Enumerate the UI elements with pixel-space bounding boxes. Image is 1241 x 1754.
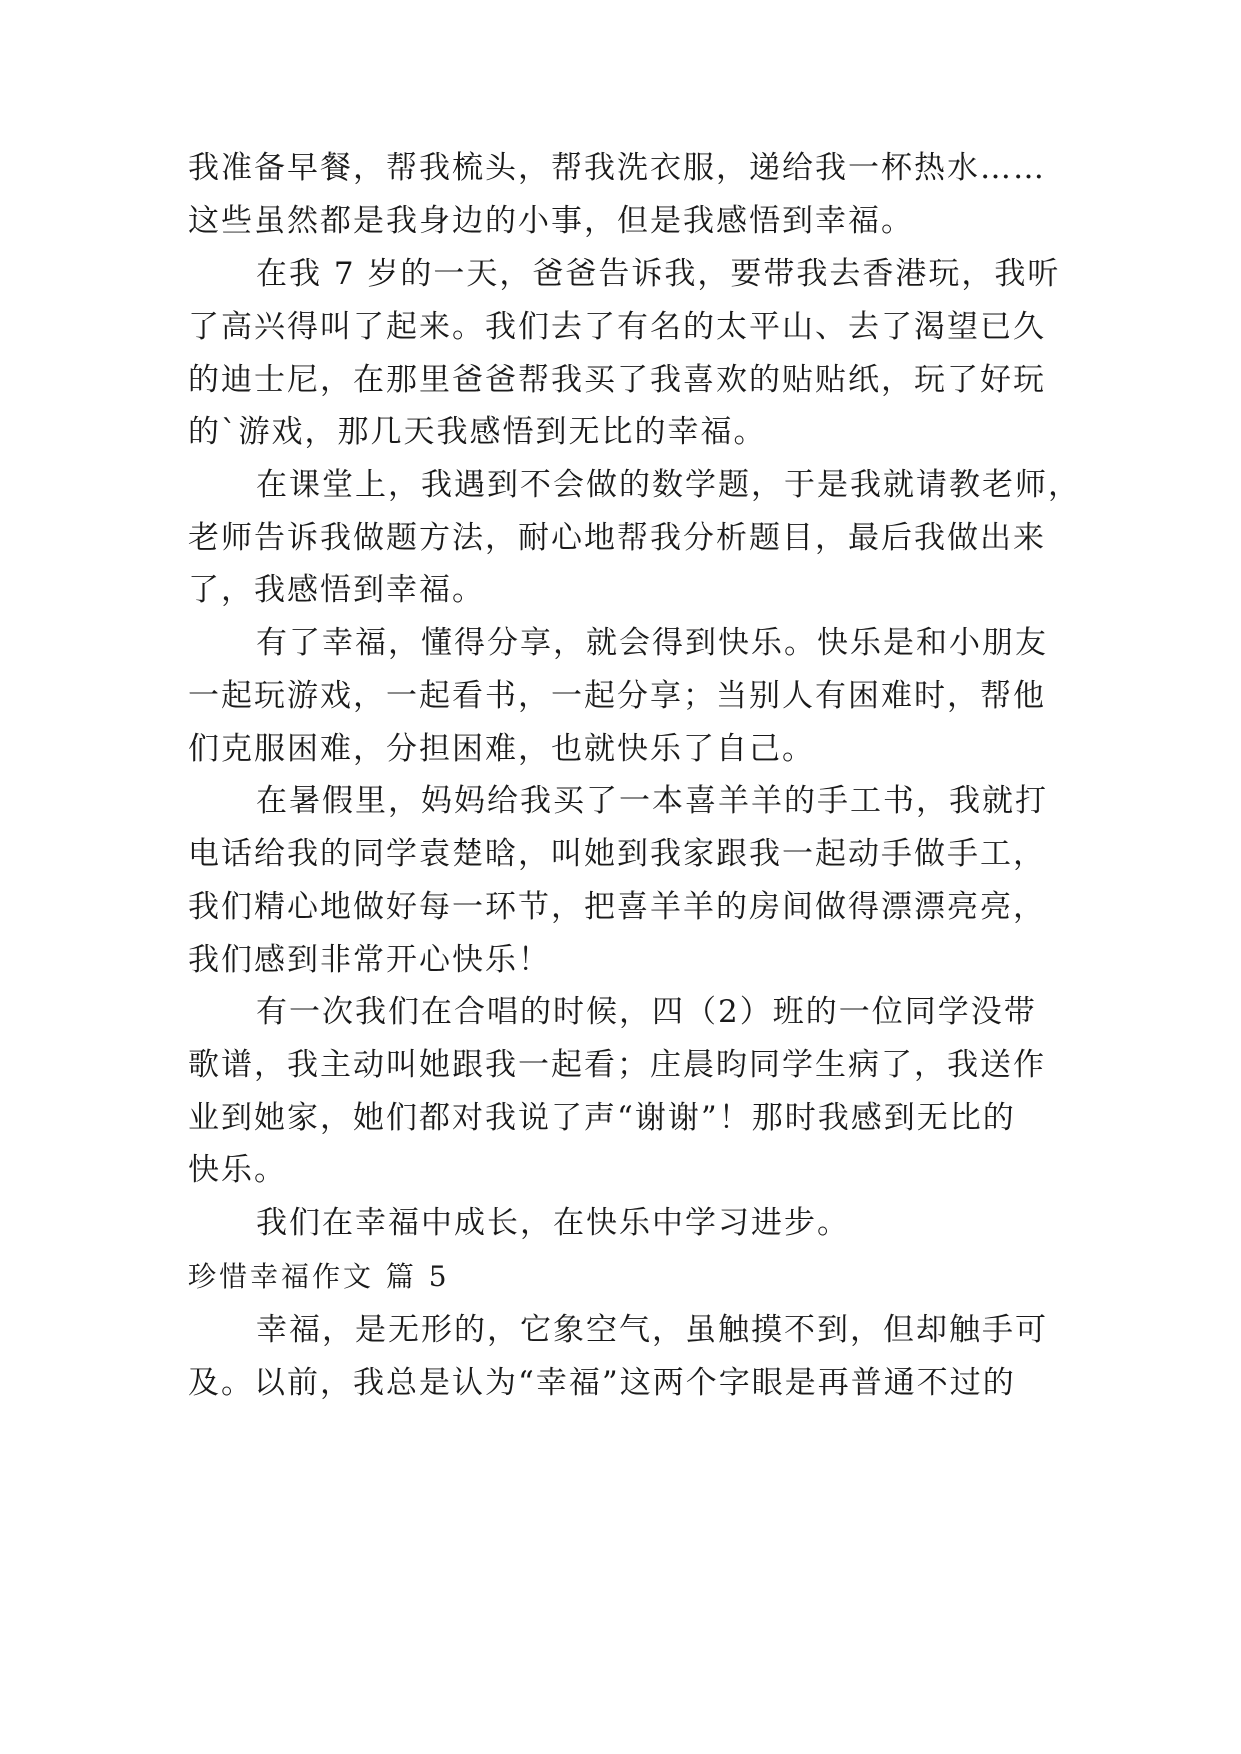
text-line: 及。以前，我总是认为“幸福”这两个字眼是再普通不过的 xyxy=(188,1365,1016,1401)
text-line: 老师告诉我做题方法，耐心地帮我分析题目，最后我做出来 xyxy=(188,520,1046,556)
section-heading: 珍惜幸福作文 篇 5 xyxy=(188,1260,450,1293)
paragraph-start: 在课堂上，我遇到不会做的数学题，于是我就请教老师， xyxy=(256,467,1081,503)
paragraph-start: 有一次我们在合唱的时候，四（2）班的一位同学没带 xyxy=(256,994,1037,1030)
text-line: 我们精心地做好每一环节，把喜羊羊的房间做得漂漂亮亮， xyxy=(188,889,1046,925)
text-line: 的`游戏，那几天我感悟到无比的幸福。 xyxy=(188,414,767,450)
paragraph-start: 有了幸福，懂得分享，就会得到快乐。快乐是和小朋友 xyxy=(256,625,1048,661)
text-line: 了，我感悟到幸福。 xyxy=(188,572,485,608)
text-line: 这些虽然都是我身边的小事，但是我感悟到幸福。 xyxy=(188,203,914,239)
text-line: 的迪士尼，在那里爸爸帮我买了我喜欢的贴贴纸，玩了好玩 xyxy=(188,362,1046,398)
text-line: 我准备早餐，帮我梳头，帮我洗衣服，递给我一杯热水…… xyxy=(188,150,1046,186)
text-line: 了高兴得叫了起来。我们去了有名的太平山、去了渴望已久 xyxy=(188,309,1046,345)
text-line: 歌谱，我主动叫她跟我一起看；庄晨昀同学生病了，我送作 xyxy=(188,1047,1046,1083)
paragraph-start: 在暑假里，妈妈给我买了一本喜羊羊的手工书，我就打 xyxy=(256,783,1048,819)
text-line: 电话给我的同学袁楚晗，叫她到我家跟我一起动手做手工， xyxy=(188,836,1046,872)
paragraph-start: 在我 7 岁的一天，爸爸告诉我，要带我去香港玩，我听 xyxy=(256,256,1061,292)
text-line: 们克服困难，分担困难，也就快乐了自己。 xyxy=(188,731,815,767)
text-line: 一起玩游戏，一起看书，一起分享；当别人有困难时，帮他 xyxy=(188,678,1046,714)
text-line: 我们感到非常开心快乐！ xyxy=(188,942,551,978)
text-line: 快乐。 xyxy=(188,1152,287,1188)
paragraph-start: 我们在幸福中成长，在快乐中学习进步。 xyxy=(256,1205,850,1241)
text-line: 业到她家，她们都对我说了声“谢谢”！那时我感到无比的 xyxy=(188,1100,1016,1136)
paragraph-start: 幸福，是无形的，它象空气，虽触摸不到，但却触手可 xyxy=(256,1312,1048,1348)
